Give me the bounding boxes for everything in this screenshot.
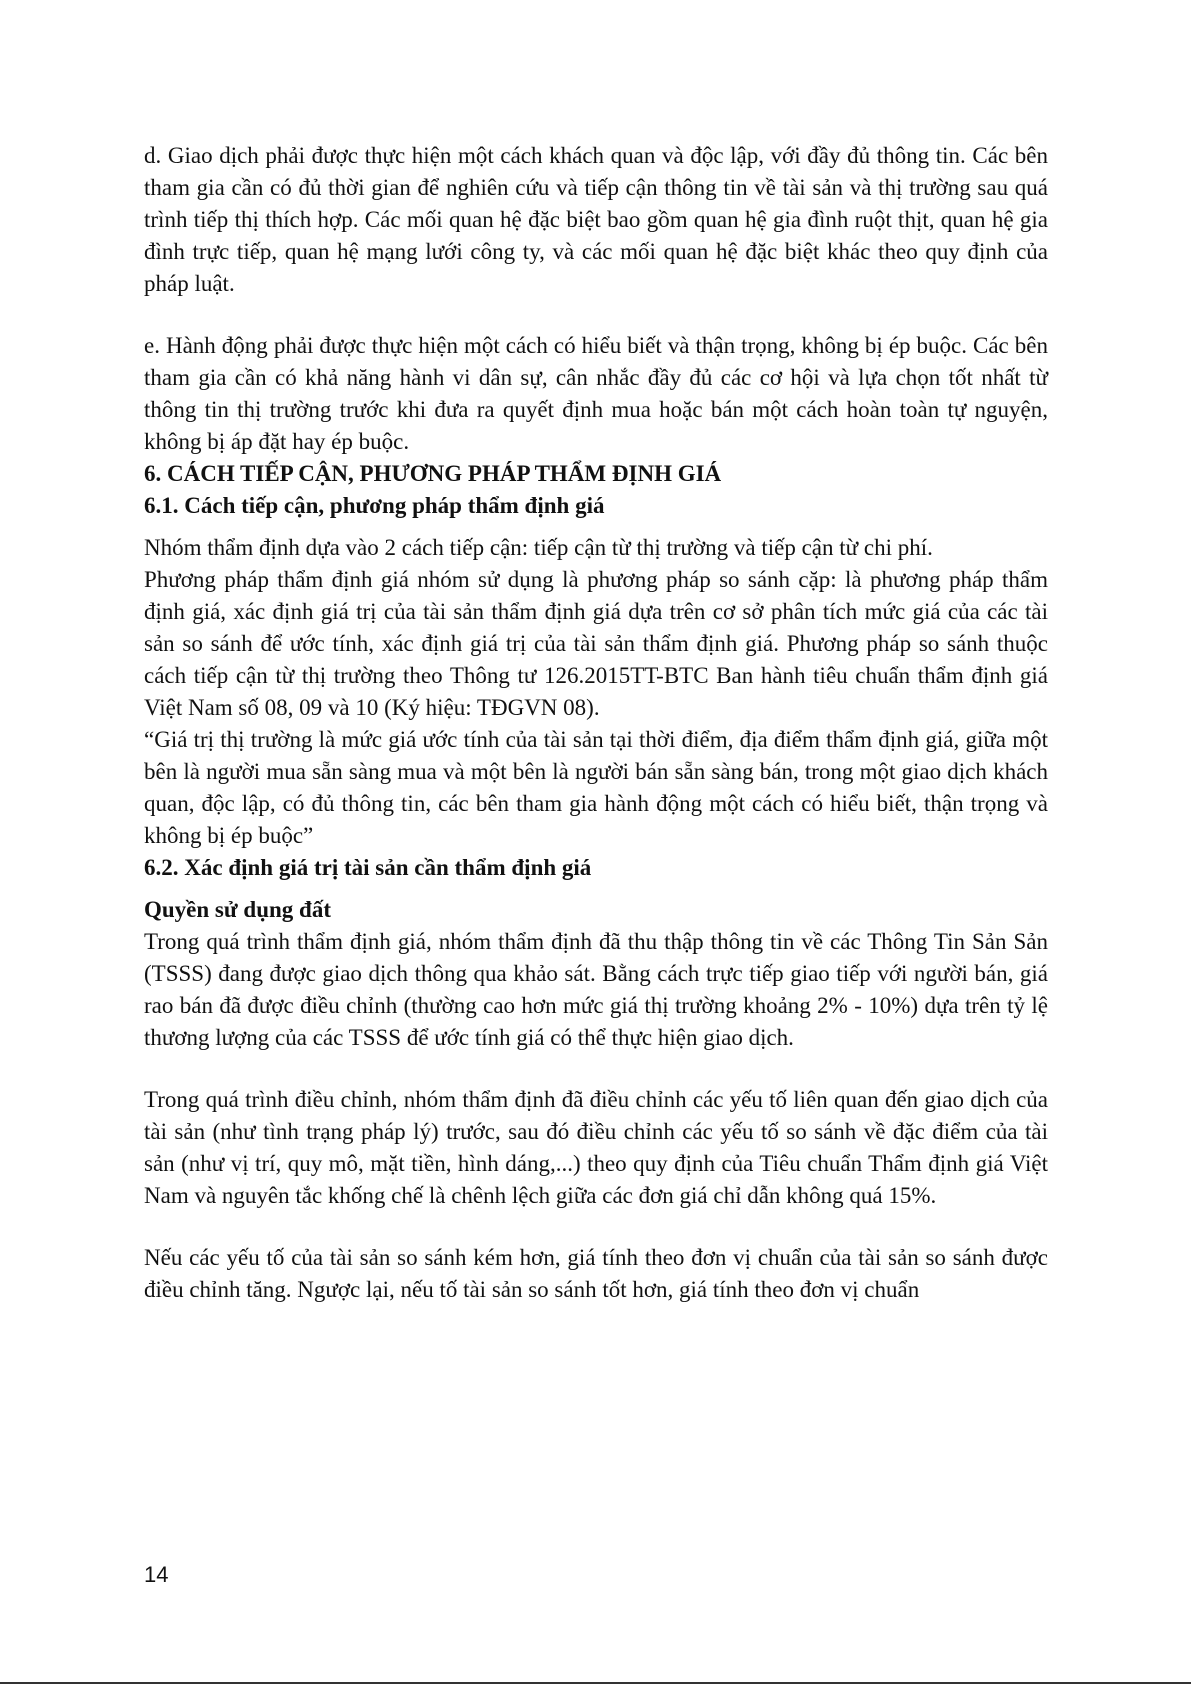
paragraph-e: e. Hành động phải được thực hiện một cách có hiểu biết và thận trọng, không bị ép buộc. Các bên tham gia cần có khả năng hành vi dân sự, cân nhắc đầy đủ các cơ hội và lựa chọn tốt nhất từ thông tin thị trường trước khi đưa ra quyết định mua hoặc bán một cách hoàn toàn tự nguyện, không bị áp đặt hay ép buộc. — [144, 333, 1048, 454]
bottom-divider — [0, 1682, 1191, 1684]
section-6-1-heading: 6.1. Cách tiếp cận, phương pháp thẩm định giá — [144, 493, 605, 518]
section-6-heading: 6. CÁCH TIẾP CẬN, PHƯƠNG PHÁP THẨM ĐỊNH GIÁ — [144, 461, 722, 486]
section-6-2-heading: 6.2. Xác định giá trị tài sản cần thẩm định giá — [144, 855, 592, 880]
section-6-1-market-value-quote: “Giá trị thị trường là mức giá ước tính của tài sản tại thời điểm, địa điểm thẩm định giá, giữa một bên là người mua sẵn sàng mua và một bên là người bán sẵn sàng bán, trong một giao dịch khách quan, độc lập, có đủ thông tin, các bên tham gia hành động một cách có hiểu biết, thận trọng và không bị ép buộc” — [144, 727, 1048, 848]
land-paragraph-3: Nếu các yếu tố của tài sản so sánh kém hơn, giá tính theo đơn vị chuẩn của tài sản so sánh được điều chỉnh tăng. Ngược lại, nếu tố tài sản so sánh tốt hơn, giá tính theo đơn vị chuẩn — [144, 1245, 1048, 1302]
page-number: 14 — [144, 1562, 169, 1587]
paragraph-d: d. Giao dịch phải được thực hiện một cách khách quan và độc lập, với đầy đủ thông tin. Các bên tham gia cần có đủ thời gian để nghiên cứu và tiếp cận thông tin về tài sản và thị trường sau quá trình tiếp thị thích hợp. Các mối quan hệ đặc biệt bao gồm quan hệ gia đình ruột thịt, quan hệ gia đình trực tiếp, quan hệ mạng lưới công ty, và các mối quan hệ đặc biệt khác theo quy định của pháp luật. — [144, 143, 1048, 296]
land-paragraph-1: Trong quá trình thẩm định giá, nhóm thẩm định đã thu thập thông tin về các Thông Tin Sản Sản (TSSS) đang được giao dịch thông qua khảo sát. Bằng cách trực tiếp giao tiếp với người bán, giá rao bán đã được điều chỉnh (thường cao hơn mức giá thị trường khoảng 2% - 10%) dựa trên tỷ lệ thương lượng của các TSSS để ước tính giá có thể thực hiện giao dịch. — [144, 929, 1048, 1050]
section-6-1-intro: Nhóm thẩm định dựa vào 2 cách tiếp cận: tiếp cận từ thị trường và tiếp cận từ chi phí. — [144, 535, 933, 560]
page-content — [144, 140, 1048, 1306]
section-6-1-method-paragraph: Phương pháp thẩm định giá nhóm sử dụng là phương pháp so sánh cặp: là phương pháp thẩm định giá, xác định giá trị của tài sản thẩm định giá dựa trên cơ sở phân tích mức giá của các tài sản so sánh để ước tính, xác định giá trị của tài sản thẩm định giá. Phương pháp so sánh thuộc cách tiếp cận từ thị trường theo Thông tư 126.2015TT-BTC Ban hành tiêu chuẩn thẩm định giá Việt Nam số 08, 09 và 10 (Ký hiệu: TĐGVN 08). — [144, 567, 1048, 720]
land-paragraph-2: Trong quá trình điều chỉnh, nhóm thẩm định đã điều chỉnh các yếu tố liên quan đến giao dịch của tài sản (như tình trạng pháp lý) trước, sau đó điều chỉnh các yếu tố so sánh về đặc điểm của tài sản (như vị trí, quy mô, mặt tiền, hình dáng,...) theo quy định của Tiêu chuẩn Thẩm định giá Việt Nam và nguyên tắc khống chế là chênh lệch giữa các đơn giá chỉ dẫn không quá 15%. — [144, 1087, 1048, 1208]
land-use-rights-heading: Quyền sử dụng đất — [144, 897, 332, 922]
